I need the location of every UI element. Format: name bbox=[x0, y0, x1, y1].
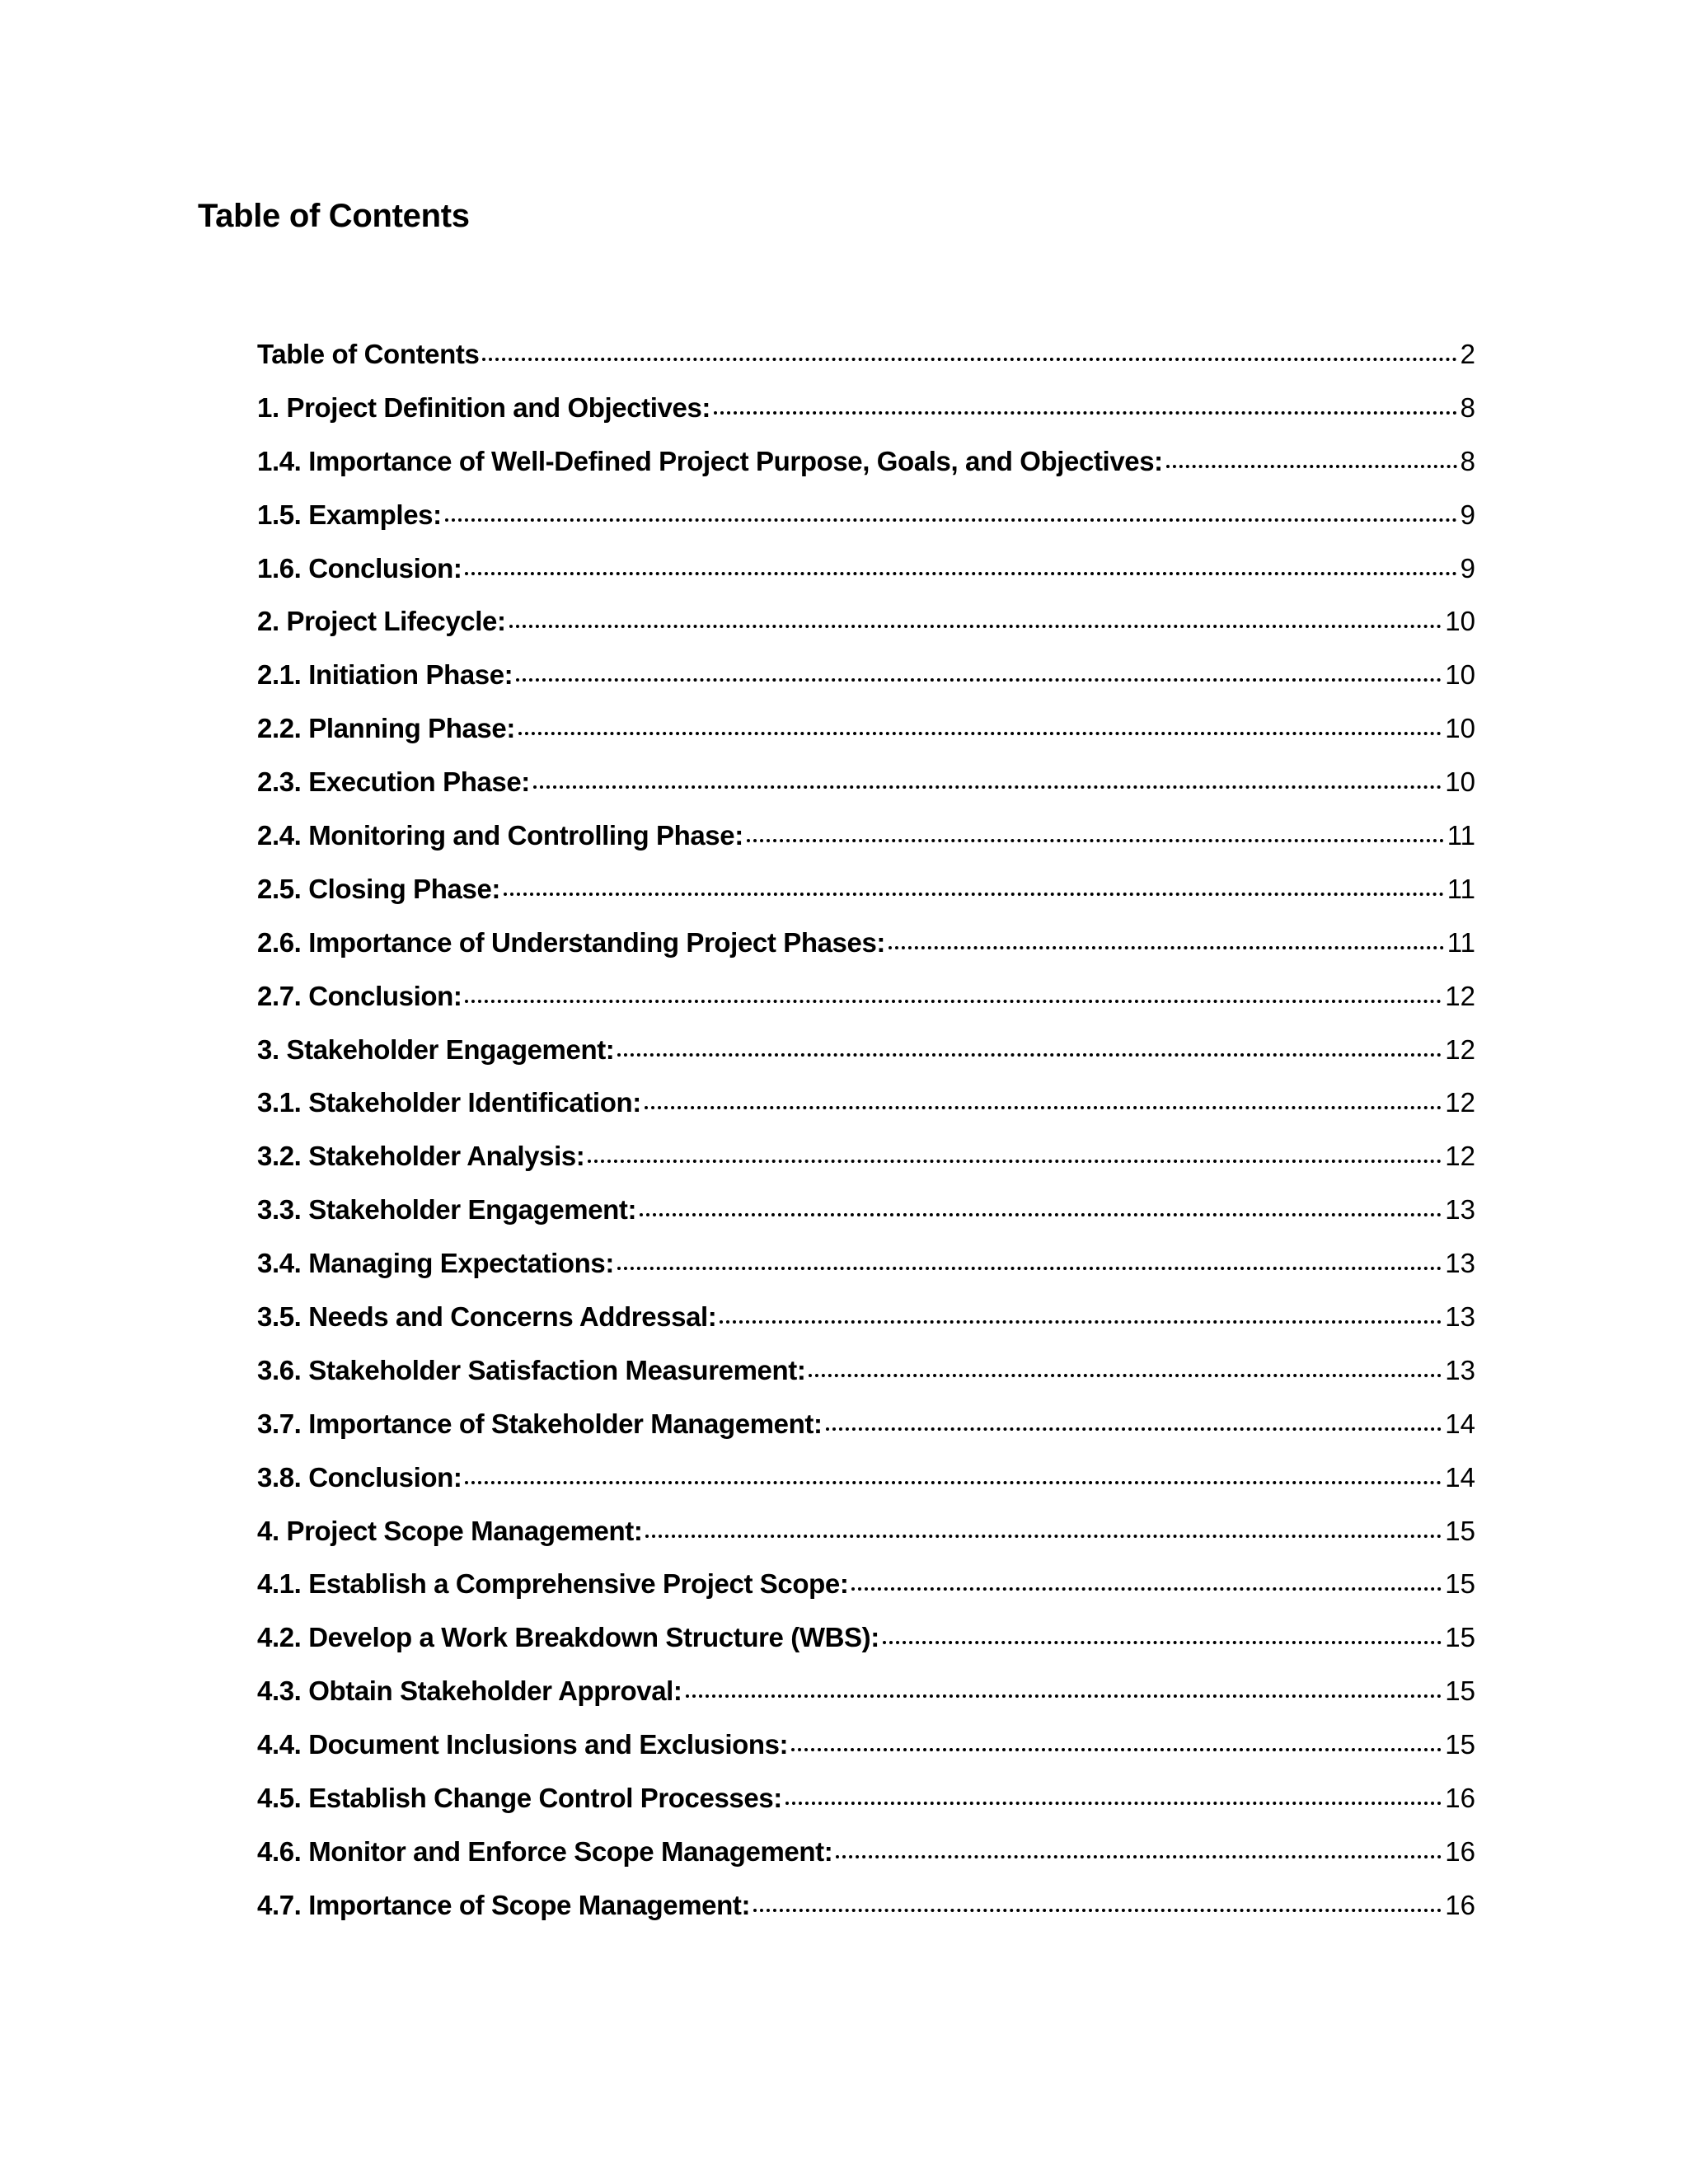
toc-entry[interactable] bbox=[257, 391, 1475, 445]
toc-entry-label[interactable]: 1. Project Definition and Objectives: bbox=[257, 391, 710, 423]
toc-dot-leader bbox=[809, 1374, 1442, 1377]
toc-dot-leader bbox=[533, 785, 1442, 789]
toc-list bbox=[257, 338, 1475, 1943]
toc-entry-page-number[interactable]: 14 bbox=[1445, 1408, 1475, 1439]
toc-dot-leader bbox=[686, 1694, 1442, 1698]
toc-entry[interactable] bbox=[257, 1461, 1475, 1515]
toc-entry-page-number[interactable]: 12 bbox=[1445, 1033, 1475, 1065]
toc-dot-leader bbox=[714, 411, 1457, 415]
toc-entry-page-number[interactable]: 10 bbox=[1445, 766, 1475, 798]
toc-entry-page-number[interactable]: 13 bbox=[1445, 1194, 1475, 1226]
toc-dot-leader bbox=[1166, 465, 1457, 468]
toc-entry-label[interactable]: 4.5. Establish Change Control Processes: bbox=[257, 1783, 782, 1814]
toc-entry-label[interactable]: 1.6. Conclusion: bbox=[257, 552, 462, 583]
toc-entry[interactable] bbox=[257, 1568, 1475, 1621]
toc-entry-page-number[interactable]: 15 bbox=[1445, 1675, 1475, 1707]
toc-entry-label[interactable]: 4.6. Monitor and Enforce Scope Management: bbox=[257, 1835, 833, 1867]
toc-entry[interactable] bbox=[257, 819, 1475, 873]
toc-entry-label[interactable]: 3. Stakeholder Engagement: bbox=[257, 1033, 615, 1065]
toc-dot-leader bbox=[617, 1267, 1442, 1270]
toc-entry-page-number[interactable]: 12 bbox=[1445, 1141, 1475, 1172]
toc-entry-label[interactable]: 2.3. Execution Phase: bbox=[257, 766, 530, 798]
toc-entry-label[interactable]: 3.4. Managing Expectations: bbox=[257, 1248, 614, 1279]
page-title: Table of Contents bbox=[198, 198, 470, 234]
toc-entry[interactable] bbox=[257, 552, 1475, 606]
toc-entry-label[interactable]: 4.2. Develop a Work Breakdown Structure (WBS): bbox=[257, 1622, 879, 1653]
toc-entry[interactable] bbox=[257, 1354, 1475, 1408]
toc-entry[interactable] bbox=[257, 1408, 1475, 1461]
toc-entry-label[interactable]: 2.6. Importance of Understanding Project Phases: bbox=[257, 926, 885, 958]
toc-entry-label[interactable]: 2.7. Conclusion: bbox=[257, 980, 462, 1011]
toc-entry-page-number[interactable]: 12 bbox=[1445, 1087, 1475, 1118]
toc-entry-label[interactable]: 3.2. Stakeholder Analysis: bbox=[257, 1141, 585, 1172]
toc-dot-leader bbox=[826, 1427, 1442, 1431]
toc-entry-label[interactable]: 4.7. Importance of Scope Management: bbox=[257, 1889, 751, 1920]
toc-entry-label[interactable]: 3.3. Stakeholder Engagement: bbox=[257, 1194, 637, 1226]
toc-dot-leader bbox=[482, 358, 1456, 361]
toc-entry-label[interactable]: 4.3. Obtain Stakeholder Approval: bbox=[257, 1675, 682, 1707]
toc-entry-label[interactable]: 2.5. Closing Phase: bbox=[257, 873, 500, 904]
toc-dot-leader bbox=[720, 1320, 1442, 1324]
toc-entry[interactable] bbox=[257, 980, 1475, 1033]
toc-entry-page-number[interactable]: 13 bbox=[1445, 1248, 1475, 1279]
toc-entry[interactable] bbox=[257, 1247, 1475, 1301]
toc-dot-leader bbox=[747, 839, 1444, 842]
toc-entry[interactable] bbox=[257, 338, 1475, 391]
toc-dot-leader bbox=[645, 1535, 1442, 1538]
toc-entry-label[interactable]: 3.6. Stakeholder Satisfaction Measurement: bbox=[257, 1354, 806, 1385]
toc-entry-page-number[interactable]: 15 bbox=[1445, 1515, 1475, 1546]
toc-dot-leader bbox=[465, 572, 1456, 575]
toc-entry-label[interactable]: 1.4. Importance of Well-Defined Project Purpose, Goals, and Objectives: bbox=[257, 445, 1163, 476]
toc-entry-label[interactable]: 4. Project Scope Management: bbox=[257, 1515, 643, 1546]
toc-entry-label[interactable]: 2.2. Planning Phase: bbox=[257, 713, 515, 744]
toc-dot-leader bbox=[518, 732, 1442, 735]
toc-entry-label[interactable]: Table of Contents bbox=[257, 339, 480, 369]
toc-entry-label[interactable]: 2. Project Lifecycle: bbox=[257, 606, 506, 637]
toc-entry-page-number[interactable]: 16 bbox=[1445, 1783, 1475, 1814]
toc-dot-leader bbox=[617, 1053, 1442, 1057]
toc-entry[interactable] bbox=[257, 1621, 1475, 1675]
toc-entry-page-number[interactable]: 11 bbox=[1447, 926, 1475, 958]
toc-entry[interactable] bbox=[257, 926, 1475, 980]
toc-entry-page-number[interactable]: 15 bbox=[1445, 1568, 1475, 1600]
toc-entry-page-number[interactable]: 9 bbox=[1460, 499, 1475, 530]
toc-dot-leader bbox=[445, 518, 1457, 522]
toc-entry-label[interactable]: 4.4. Document Inclusions and Exclusions: bbox=[257, 1729, 789, 1760]
toc-entry[interactable] bbox=[257, 1675, 1475, 1728]
toc-entry[interactable] bbox=[257, 1835, 1475, 1889]
toc-entry-label[interactable]: 3.5. Needs and Concerns Addressal: bbox=[257, 1301, 717, 1333]
toc-dot-leader bbox=[504, 893, 1444, 896]
toc-dot-leader bbox=[465, 1000, 1442, 1003]
toc-entry-page-number[interactable]: 11 bbox=[1447, 820, 1475, 851]
toc-entry-label[interactable]: 1.5. Examples: bbox=[257, 499, 442, 530]
toc-entry-page-number[interactable]: 10 bbox=[1445, 713, 1475, 744]
toc-entry[interactable] bbox=[257, 1086, 1475, 1140]
toc-dot-leader bbox=[753, 1909, 1442, 1912]
toc-entry-page-number[interactable]: 9 bbox=[1460, 552, 1475, 583]
toc-entry-label[interactable]: 3.7. Importance of Stakeholder Management: bbox=[257, 1408, 823, 1439]
toc-dot-leader bbox=[645, 1106, 1442, 1109]
toc-entry-page-number[interactable]: 11 bbox=[1447, 873, 1475, 904]
toc-entry[interactable] bbox=[257, 766, 1475, 819]
toc-entry[interactable] bbox=[257, 605, 1475, 658]
toc-dot-leader bbox=[791, 1748, 1442, 1751]
toc-entry-page-number[interactable]: 16 bbox=[1445, 1889, 1475, 1920]
toc-entry[interactable] bbox=[257, 1782, 1475, 1835]
toc-dot-leader bbox=[588, 1160, 1442, 1163]
toc-entry-page-number[interactable]: 10 bbox=[1445, 659, 1475, 691]
toc-entry-label[interactable]: 3.1. Stakeholder Identification: bbox=[257, 1087, 641, 1118]
toc-entry[interactable] bbox=[257, 1033, 1475, 1087]
toc-entry-page-number[interactable]: 10 bbox=[1445, 606, 1475, 637]
toc-entry-page-number[interactable]: 13 bbox=[1445, 1301, 1475, 1333]
toc-entry-page-number[interactable]: 8 bbox=[1460, 445, 1475, 476]
toc-dot-leader bbox=[465, 1481, 1442, 1484]
toc-entry[interactable] bbox=[257, 1301, 1475, 1354]
toc-entry-page-number[interactable]: 15 bbox=[1445, 1729, 1475, 1760]
toc-entry[interactable] bbox=[257, 1728, 1475, 1782]
toc-dot-leader bbox=[516, 678, 1442, 682]
toc-entry[interactable] bbox=[257, 445, 1475, 499]
toc-dot-leader bbox=[509, 625, 1442, 628]
toc-dot-leader bbox=[889, 946, 1444, 949]
toc-entry[interactable] bbox=[257, 1193, 1475, 1247]
toc-dot-leader bbox=[640, 1213, 1442, 1216]
toc-entry-page-number[interactable]: 13 bbox=[1445, 1354, 1475, 1385]
toc-entry[interactable] bbox=[257, 1515, 1475, 1568]
toc-entry-label[interactable]: 3.8. Conclusion: bbox=[257, 1461, 462, 1493]
toc-dot-leader bbox=[836, 1855, 1442, 1858]
toc-entry-label[interactable]: 4.1. Establish a Comprehensive Project Scope: bbox=[257, 1568, 849, 1600]
toc-entry-page-number[interactable]: 2 bbox=[1460, 339, 1475, 369]
toc-entry[interactable] bbox=[257, 1140, 1475, 1193]
toc-dot-leader bbox=[851, 1587, 1442, 1591]
toc-entry-page-number[interactable]: 12 bbox=[1445, 980, 1475, 1011]
toc-entry-page-number[interactable]: 14 bbox=[1445, 1461, 1475, 1493]
toc-entry[interactable] bbox=[257, 712, 1475, 766]
toc-entry-page-number[interactable]: 8 bbox=[1460, 391, 1475, 423]
toc-entry-page-number[interactable]: 16 bbox=[1445, 1835, 1475, 1867]
toc-entry[interactable] bbox=[257, 1889, 1475, 1943]
toc-dot-leader bbox=[785, 1802, 1442, 1805]
toc-entry-page-number[interactable]: 15 bbox=[1445, 1622, 1475, 1653]
toc-entry[interactable] bbox=[257, 658, 1475, 712]
toc-entry-label[interactable]: 2.1. Initiation Phase: bbox=[257, 659, 513, 691]
toc-entry[interactable] bbox=[257, 873, 1475, 926]
toc-entry-label[interactable]: 2.4. Monitoring and Controlling Phase: bbox=[257, 820, 743, 851]
toc-dot-leader bbox=[883, 1641, 1442, 1644]
toc-entry[interactable] bbox=[257, 499, 1475, 552]
